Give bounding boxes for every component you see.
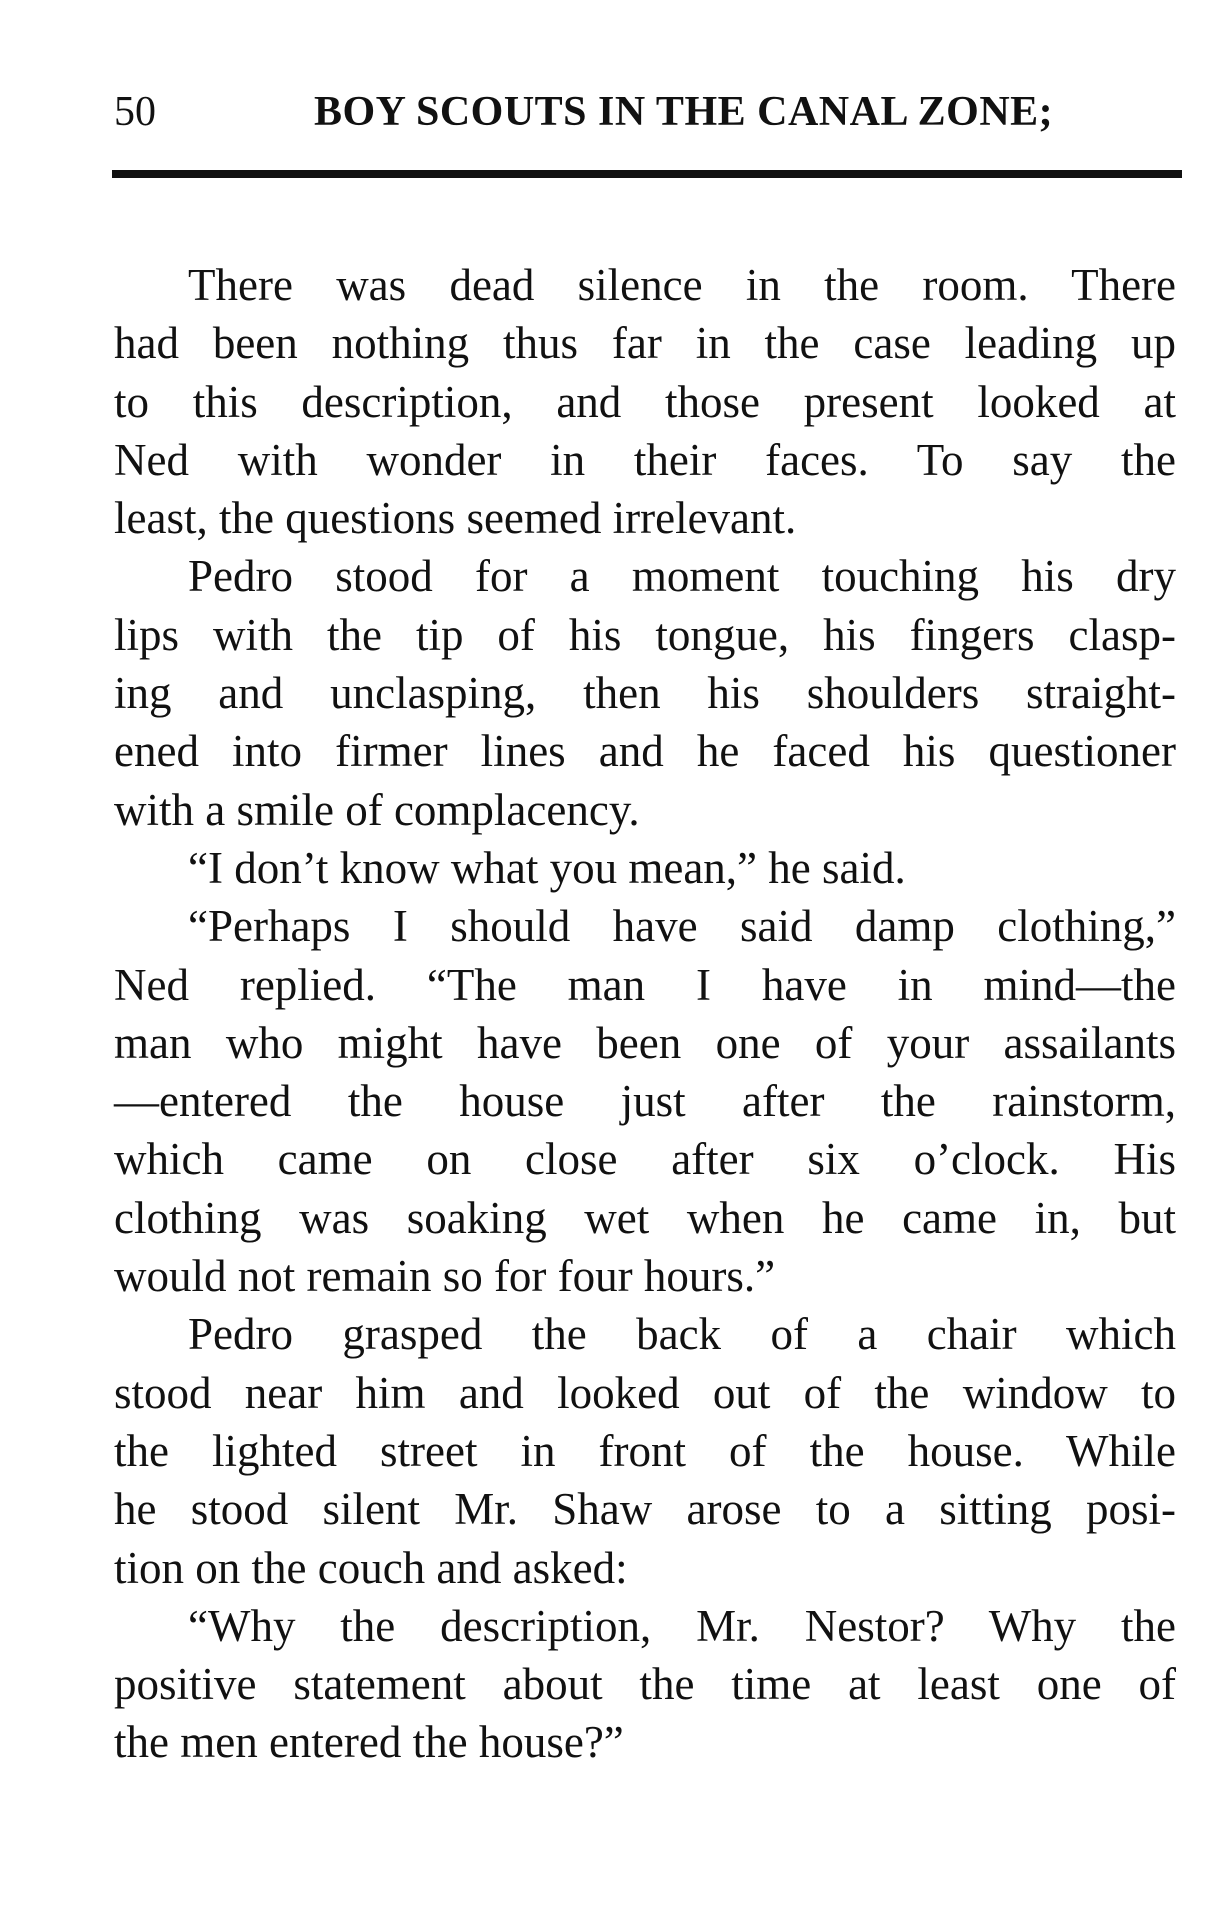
text-line: with a smile of complacency. [114,784,640,835]
text-line: the men entered the house?” [114,1717,624,1768]
text-line: Pedro stood for a moment touching his dry [188,551,1176,602]
running-head [114,82,1174,142]
text-line: clothing was soaking wet when he came in, but [114,1192,1176,1243]
text-line: There was dead silence in the room. There [188,260,1176,310]
text-line: “I don’t know what you mean,” he said. [188,842,906,893]
text-line: tion on the couch and asked: [114,1542,628,1593]
text-line: ing and unclasping, then his shoulders straight- [114,668,1176,719]
text-line: stood near him and looked out of the window to [114,1367,1176,1418]
running-title: BOY SCOUTS IN THE CANAL ZONE; [314,89,1054,135]
text-line: would not remain so for four hours.” [114,1251,776,1302]
text-line: Ned replied. “The man I have in mind—the [114,959,1176,1010]
text-line: man who might have been one of your assailants [114,1017,1176,1068]
text-line: —entered the house just after the rainstorm, [114,1076,1176,1127]
text-line: the lighted street in front of the house. While [114,1425,1176,1476]
text-line: “Perhaps I should have said damp clothing,” [188,901,1176,952]
body-text [114,256,1176,1772]
text-line: to this description, and those present looked at [114,376,1176,427]
text-line: lips with the tip of his tongue, his fingers clasp- [114,609,1176,660]
text-line: positive statement about the time at least one of [114,1659,1176,1710]
header-rule [112,170,1182,178]
page-number: 50 [114,89,156,135]
text-line: he stood silent Mr. Shaw arose to a sitting posi- [114,1484,1176,1535]
text-line: least, the questions seemed irrelevant. [114,493,797,544]
text-line: ened into firmer lines and he faced his questioner [114,726,1176,777]
text-line: which came on close after six o’clock. His [114,1134,1176,1185]
text-line: had been nothing thus far in the case leading up [114,318,1176,369]
text-line: “Why the description, Mr. Nestor? Why the [188,1600,1176,1651]
text-line: Pedro grasped the back of a chair which [188,1309,1176,1360]
text-line: Ned with wonder in their faces. To say the [114,434,1176,485]
